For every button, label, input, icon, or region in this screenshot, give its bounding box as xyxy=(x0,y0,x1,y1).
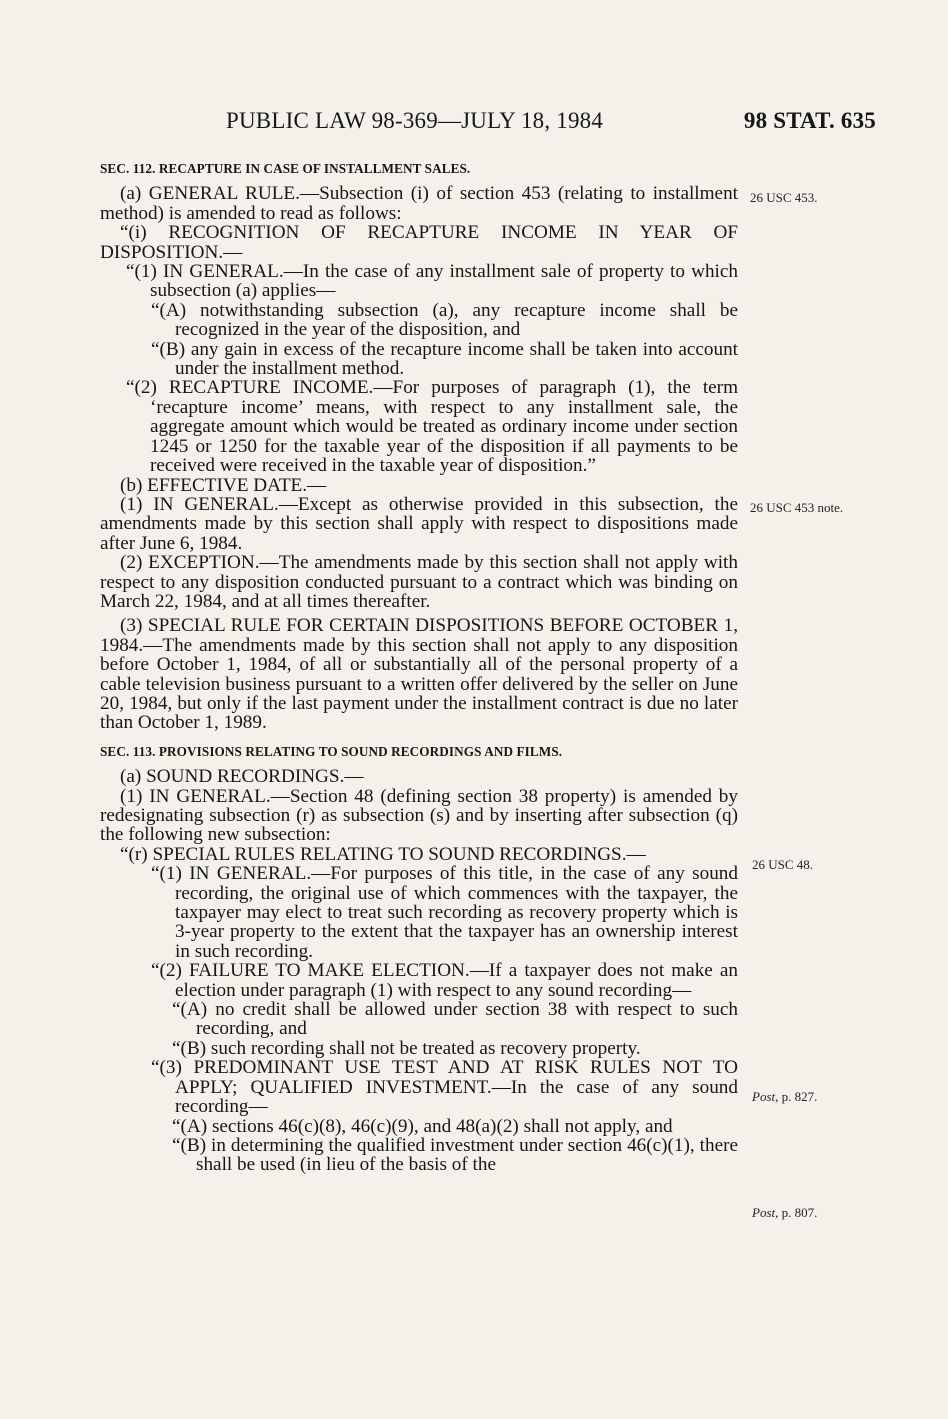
margin-note-post-807 xyxy=(752,1205,817,1221)
margin-note-post-label: Post, xyxy=(752,1205,779,1220)
paragraph: “(A) sections 46(c)(8), 46(c)(9), and 48(a)(2) shall not apply, and xyxy=(172,1115,673,1137)
stat-page-number: 98 STAT. 635 xyxy=(743,108,876,133)
paragraph: “(3) PREDOMINANT USE TEST AND AT RISK RULES NOT TO APPLY; QUALIFIED INVESTMENT.—In the case of any sound recording— xyxy=(151,1057,738,1118)
margin-note-26-usc-453: 26 USC 453. xyxy=(750,190,818,205)
paragraph: “(B) in determining the qualified investment under section 46(c)(1), there shall be used (in lieu of the basis of the xyxy=(172,1134,738,1176)
paragraph: (b) EFFECTIVE DATE.— xyxy=(120,474,327,496)
margin-note-page-ref: p. 807. xyxy=(778,1205,818,1220)
section-heading-113: SEC. 113. PROVISIONS RELATING TO SOUND RECORDINGS AND FILMS. xyxy=(100,743,563,759)
paragraph: “(A) notwithstanding subsection (a), any recapture income shall be recognized in the year of the disposition, and xyxy=(151,299,738,341)
margin-note-post-827 xyxy=(752,1089,817,1105)
paragraph: “(i) RECOGNITION OF RECAPTURE INCOME IN YEAR OF DISPOSITION.— xyxy=(100,222,738,263)
paragraph: “(2) FAILURE TO MAKE ELECTION.—If a taxpayer does not make an election under paragraph (1) with respect to any sound recording— xyxy=(151,960,738,1001)
section-heading-112: SEC. 112. RECAPTURE IN CASE OF INSTALLMENT SALES. xyxy=(100,161,471,176)
paragraph: “(B) such recording shall not be treated as recovery property. xyxy=(172,1037,641,1059)
margin-note-post-label: Post, xyxy=(752,1089,779,1104)
statute-text xyxy=(100,158,738,1175)
margin-note-26-usc-453-note: 26 USC 453 note. xyxy=(750,500,844,515)
paragraph: (1) IN GENERAL.—Except as otherwise provided in this subsection, the amendments made by this section shall apply with respect to dispositions made after June 6, 1984. xyxy=(100,493,738,554)
paragraph: (a) SOUND RECORDINGS.— xyxy=(120,766,364,788)
public-law-title: PUBLIC LAW 98-369—JULY 18, 1984 xyxy=(226,108,604,133)
paragraph: “(1) IN GENERAL.—For purposes of this title, in the case of any sound recording, the original use of which commences with the taxpayer, the taxpayer may elect to treat such recording as recovery property which is 3-year property to the extent that the taxpayer has an ownership interest in such recording. xyxy=(151,863,738,962)
paragraph: (1) IN GENERAL.—Section 48 (defining section 38 property) is amended by redesignating subsection (r) as subsection (s) and by inserting after subsection (q) the following new subsection: xyxy=(100,785,738,846)
margin-note-26-usc-48: 26 USC 48. xyxy=(752,857,814,872)
paragraph: “(r) SPECIAL RULES RELATING TO SOUND RECORDINGS.— xyxy=(120,843,646,865)
margin-note-page-ref: p. 827. xyxy=(778,1089,818,1104)
paragraph: “(1) IN GENERAL.—In the case of any installment sale of property to which subsection (a) applies— xyxy=(126,261,738,302)
paragraph: “(B) any gain in excess of the recapture income shall be taken into account under the installment method. xyxy=(151,338,738,380)
paragraph: (3) SPECIAL RULE FOR CERTAIN DISPOSITIONS BEFORE OCTOBER 1, 1984.—The amendments made by this section shall not apply to any disposition before October 1, 1984, of all or substantially all of the personal property of a cable television business pursuant to a written offer delivered by the seller on June 20, 1984, but only if the last payment under the installment contract is due no later than October 1, 1989. xyxy=(100,615,738,734)
paragraph: “(2) RECAPTURE INCOME.—For purposes of paragraph (1), the term ‘recapture income’ means, with respect to any installment sale, the aggregate amount which would be treated as ordinary income under section 1245 or 1250 for the taxable year of the disposition if all payments to be received were received in the taxable year of disposition.” xyxy=(126,377,738,477)
paragraph: “(A) no credit shall be allowed under section 38 with respect to such recording, and xyxy=(172,999,738,1040)
paragraph: (2) EXCEPTION.—The amendments made by this section shall not apply with respect to any disposition conducted pursuant to a contract which was binding on March 22, 1984, and at all times thereafter. xyxy=(100,552,738,612)
paragraph: (a) GENERAL RULE.—Subsection (i) of section 453 (relating to installment method) is amended to read as follows: xyxy=(100,183,738,224)
